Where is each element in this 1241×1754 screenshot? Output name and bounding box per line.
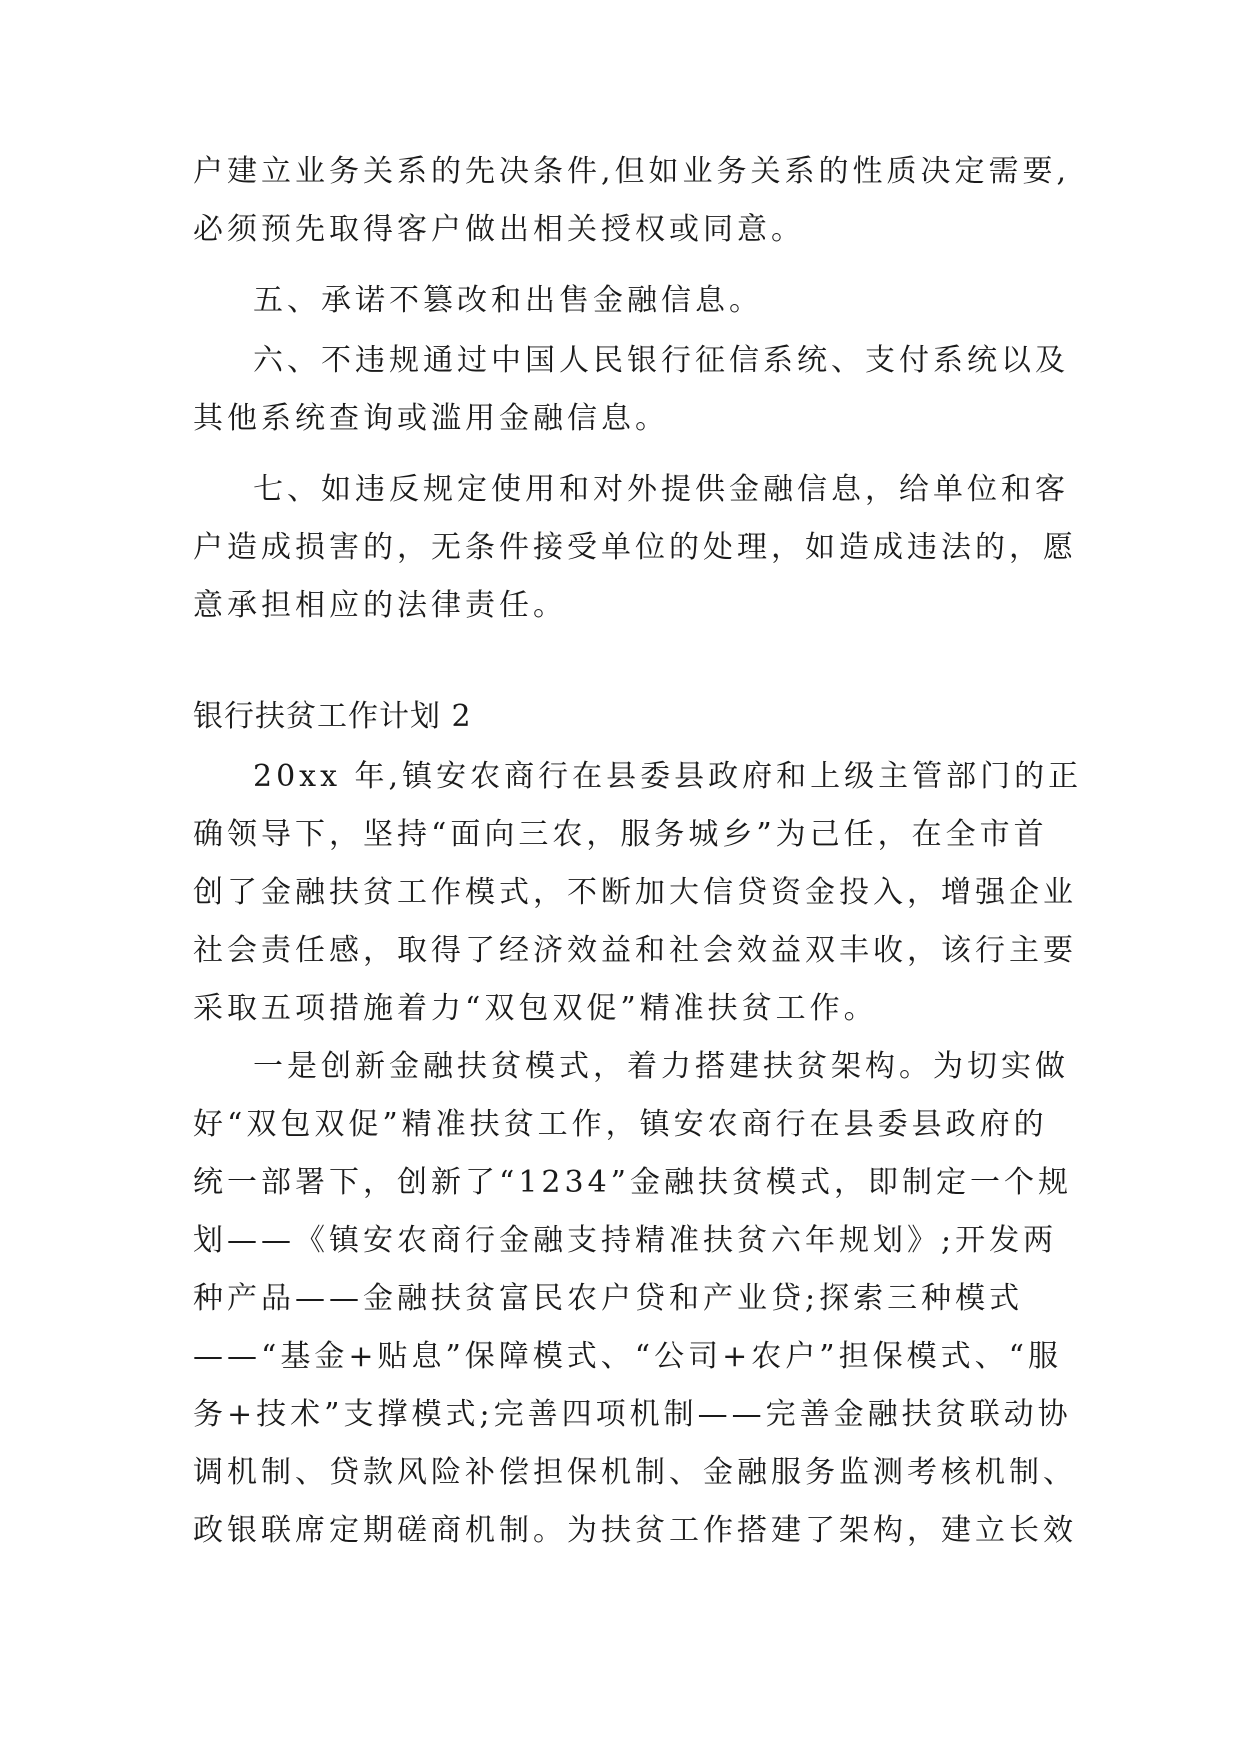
paragraph-line: 好“双包双促”精准扶贫工作，镇安农商行在县委县政府的 — [193, 1107, 1048, 1142]
paragraph-line: 五、承诺不篡改和出售金融信息。 — [253, 283, 763, 318]
paragraph-line: 调机制、贷款风险补偿担保机制、金融服务监测考核机制、 — [193, 1455, 1077, 1490]
paragraph-line: 户建立业务关系的先决条件,但如业务关系的性质决定需要, — [193, 154, 1071, 189]
paragraph-line: 必须预先取得客户做出相关授权或同意。 — [193, 212, 805, 247]
paragraph-line: 意承担相应的法律责任。 — [193, 588, 567, 623]
paragraph-line: 政银联席定期磋商机制。为扶贫工作搭建了架构，建立长效 — [193, 1513, 1077, 1548]
paragraph-line: 划——《镇安农商行金融支持精准扶贫六年规划》;开发两 — [193, 1223, 1058, 1258]
paragraph-line: 户造成损害的，无条件接受单位的处理，如造成违法的，愿 — [193, 530, 1077, 565]
section-heading: 银行扶贫工作计划 2 — [193, 699, 472, 734]
paragraph-line: 统一部署下，创新了“1234”金融扶贫模式，即制定一个规 — [193, 1165, 1073, 1200]
paragraph-line: 七、如违反规定使用和对外提供金融信息，给单位和客 — [253, 472, 1069, 507]
paragraph-line: ——“基金+贴息”保障模式、“公司+农户”担保模式、“服 — [193, 1339, 1062, 1374]
paragraph-line: 社会责任感，取得了经济效益和社会效益双丰收，该行主要 — [193, 933, 1077, 968]
paragraph-line: 务+技术”支撑模式;完善四项机制——完善金融扶贫联动协 — [193, 1397, 1072, 1432]
paragraph-line: 六、不违规通过中国人民银行征信系统、支付系统以及 — [253, 343, 1069, 378]
paragraph-line: 种产品——金融扶贫富民农户贷和产业贷;探索三种模式 — [193, 1281, 1024, 1316]
paragraph-line: 确领导下，坚持“面向三农，服务城乡”为己任，在全市首 — [193, 817, 1048, 852]
paragraph-line: 其他系统查询或滥用金融信息。 — [193, 401, 669, 436]
paragraph-line: 一是创新金融扶贫模式，着力搭建扶贫架构。为切实做 — [253, 1049, 1069, 1084]
paragraph-line: 创了金融扶贫工作模式，不断加大信贷资金投入，增强企业 — [193, 875, 1077, 910]
paragraph-line: 采取五项措施着力“双包双促”精准扶贫工作。 — [193, 991, 878, 1026]
paragraph-line: 20xx 年,镇安农商行在县委县政府和上级主管部门的正 — [253, 759, 1083, 794]
